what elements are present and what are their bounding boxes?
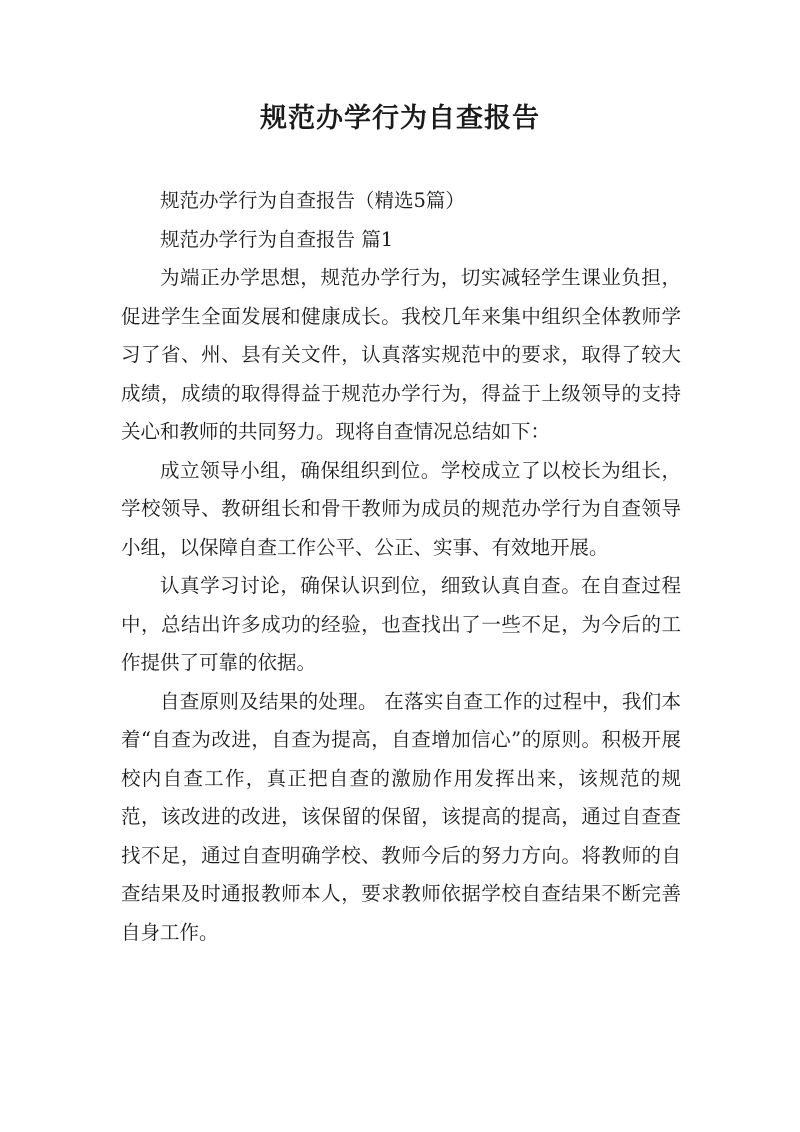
body-paragraph: 自查原则及结果的处理。 在落实自查工作的过程中，我们本着“自查为改进，自查为提高，自查增加信心”的原则。积极开展校内自查工作，真正把自查的激励作用发挥出来，该规范的规范，该改进的改进，该保留的保留，该提高的提高，通过自查查找不足，通过自查明确学校、教师今后的努力方向。将教师的自查结果及时通报教师本人，要求教师依据学校自查结果不断完善自身工作。: [121, 689, 681, 944]
body-paragraph: 认真学习讨论，确保认识到位，细致认真自查。在自查过程中，总结出许多成功的经验，也查找出了一些不足，为今后的工作提供了可靠的依据。: [121, 574, 681, 674]
document-title: 规范办学行为自查报告: [260, 103, 540, 134]
document-body: [121, 182, 681, 952]
body-paragraph: 为端正办学思想，规范办学行为，切实减轻学生课业负担，促进学生全面发展和健康成长。我校几年来集中组织全体教师学习了省、州、县有关文件，认真落实规范中的要求，取得了较大成绩，成绩的取得得益于规范办学行为，得益于上级领导的支持关心和教师的共同努力。现将自查情况总结如下：: [121, 266, 681, 443]
body-paragraph: 成立领导小组，确保组织到位。学校成立了以校长为组长，学校领导、教研组长和骨干教师为成员的规范办学行为自查领导小组，以保障自查工作公平、公正、实事、有效地开展。: [121, 458, 681, 559]
section-heading: 规范办学行为自查报告 篇1: [160, 227, 394, 251]
subtitle-paragraph: 规范办学行为自查报告（精选5篇）: [160, 189, 465, 212]
